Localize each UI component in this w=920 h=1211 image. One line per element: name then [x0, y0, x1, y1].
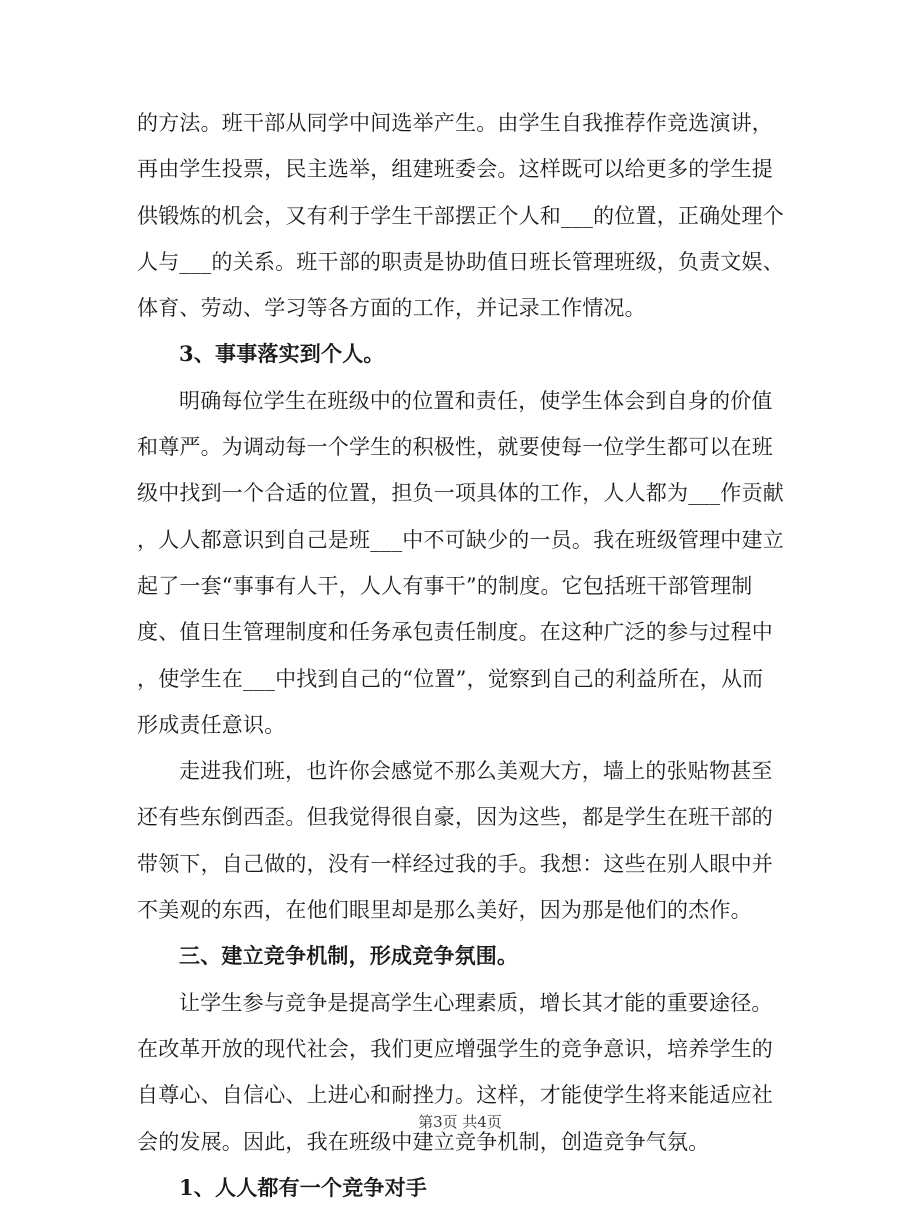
text-line: 带领下，自己做的，没有一样经过我的手。我想：这些在别人眼中并 — [137, 851, 773, 876]
section-heading: 三、建立竞争机制，形成竞争氛围。 — [179, 943, 519, 969]
page-number: 第3页 共4页 — [418, 1113, 502, 1131]
text-line: 的方法。班干部从同学中间选举产生。由学生自我推荐作竞选演讲， — [137, 111, 773, 135]
text-line: 还有些东倒西歪。但我觉得很自豪，因为这些，都是学生在班干部的 — [137, 805, 773, 830]
text-line: 度、值日生管理制度和任务承包责任制度。在这种广泛的参与过程中 — [137, 620, 773, 645]
document-body — [137, 100, 783, 1211]
text-line: 自尊心、自信心、上进心和耐挫力。这样，才能使学生将来能适应社 — [137, 1083, 773, 1108]
text-line: 人与___的关系。班干部的职责是协助值日班长管理班级，负责文娱、 — [137, 249, 784, 274]
text-line: 再由学生投票，民主选举，组建班委会。这样既可以给更多的学生提 — [137, 157, 773, 182]
text-line: 让学生参与竞争是提高学生心理素质，增长其才能的重要途径。 — [179, 990, 773, 1015]
text-line: 和尊严。为调动每一个学生的积极性，就要使每一位学生都可以在班 — [137, 435, 773, 460]
text-line: ，人人都意识到自己是班___中不可缺少的一员。我在班级管理中建立 — [137, 527, 784, 552]
text-line: 在改革开放的现代社会，我们更应增强学生的竞争意识，培养学生的 — [137, 1036, 773, 1061]
section-heading: 1、人人都有一个竞争对手 — [179, 1174, 428, 1200]
text-line: 体育、劳动、学习等各方面的工作，并记录工作情况。 — [137, 296, 646, 321]
text-line: 走进我们班，也许你会感觉不那么美观大方，墙上的张贴物甚至 — [179, 759, 773, 784]
section-heading: 3、事事落实到个人。 — [179, 341, 385, 367]
text-line: 形成责任意识。 — [137, 712, 286, 737]
text-line: 供锻炼的机会，又有利于学生干部摆正个人和___的位置，正确处理个 — [137, 203, 784, 228]
text-line: 明确每位学生在班级中的位置和责任，使学生体会到自身的价值 — [179, 388, 773, 413]
text-line: 起了一套“事事有人干，人人有事干”的制度。它包括班干部管理制 — [137, 573, 753, 598]
text-line: 级中找到一个合适的位置，担负一项具体的工作，人人都为___作贡献 — [137, 481, 784, 506]
text-line: ，使学生在___中找到自己的“位置”，觉察到自己的利益所在，从而 — [137, 666, 764, 691]
text-line: 会的发展。因此，我在班级中建立竞争机制，创造竞争气氛。 — [137, 1129, 710, 1154]
text-line: 不美观的东西，在他们眼里却是那么美好，因为那是他们的杰作。 — [137, 898, 752, 923]
